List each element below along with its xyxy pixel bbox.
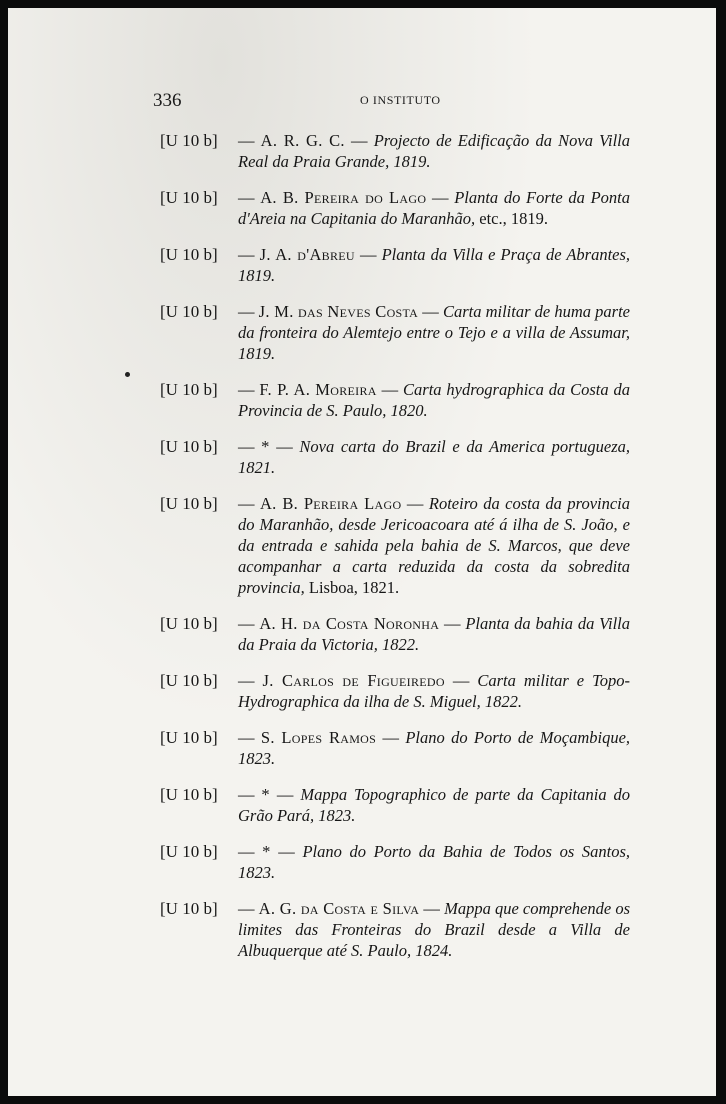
catalog-entry: [U 10 b] — F. P. A. Moreira — Carta hydrographica da Costa da Provincia de S. Paulo, 1820.	[160, 380, 631, 420]
entry-reference: [U 10 b]	[160, 899, 218, 918]
entry-reference: [U 10 b]	[160, 671, 218, 690]
entry-reference: [U 10 b]	[160, 785, 218, 804]
entry-reference: [U 10 b]	[160, 437, 218, 456]
margin-dot	[125, 372, 130, 377]
entry-author: A. H. da Costa Noronha	[259, 614, 440, 633]
catalog-entry: [U 10 b] — A. G. da Costa e Silva — Mappa que comprehende os limites das Fronteiras do Brazil desde a Villa de Albuquerque até S. Paulo, 1824.	[160, 899, 631, 960]
entry-title: Plano do Porto da Bahia de Todos os Santos, 1823.	[238, 842, 631, 882]
entry-author: *	[261, 785, 270, 804]
entry-title: Planta da Villa e Praça de Abrantes, 1819.	[238, 245, 631, 285]
entry-author: *	[261, 437, 270, 456]
entry-reference: [U 10 b]	[160, 245, 218, 264]
catalog-entries	[160, 130, 630, 976]
catalog-entry: [U 10 b] — * — Mappa Topographico de parte da Capitania do Grão Pará, 1823.	[160, 785, 630, 825]
catalog-entry: [U 10 b] — A. H. da Costa Noronha — Planta da bahia da Villa da Praia da Victoria, 1822.	[160, 614, 630, 654]
catalog-entry: [U 10 b] — A. R. G. C. — Projecto de Edificação da Nova Villa Real da Praia Grande, 1819.	[160, 131, 630, 171]
entry-reference: [U 10 b]	[160, 131, 218, 150]
entry-title: Mappa que comprehende os limites das Fronteiras do Brazil desde a Villa de Albuquerque até S. Paulo, 1824.	[238, 899, 631, 960]
entry-title: Nova carta do Brazil e da America portugueza, 1821.	[238, 437, 631, 477]
entry-reference: [U 10 b]	[160, 728, 218, 747]
entry-author: S. Lopes Ramos	[260, 728, 377, 747]
entry-author: A. G. da Costa e Silva	[258, 899, 420, 918]
page-header	[153, 90, 603, 112]
catalog-entry: [U 10 b] — A. B. Pereira Lago — Roteiro da costa da provincia do Maranhão, desde Jericoacoara até á ilha de S. João, e da entrada e sahida pela bahia de S. Marcos, que deve acompanhar a carta reduzida da costa da sobredita provincia, Lisboa, 1821.	[160, 494, 631, 597]
entry-author: A. B. Pereira do Lago	[260, 188, 427, 207]
entry-extra: etc., 1819.	[479, 209, 548, 228]
entry-title: Roteiro da costa da provincia do Maranhão, desde Jericoacoara até á ilha de S. João, e da entrada e sahida pela bahia de S. Marcos, que deve acompanhar a carta reduzida da costa da sobredita provincia,	[238, 494, 631, 597]
entry-title: Planta da bahia da Villa da Praia da Victoria, 1822.	[238, 614, 630, 654]
entry-author: J. Carlos de Figueiredo	[262, 671, 445, 690]
entry-title: Carta hydrographica da Costa da Provincia de S. Paulo, 1820.	[238, 380, 631, 420]
entry-author: F. P. A. Moreira	[259, 380, 377, 399]
catalog-entry: [U 10 b] — * — Plano do Porto da Bahia de Todos os Santos, 1823.	[160, 842, 631, 882]
catalog-entry: [U 10 b] — J. M. das Neves Costa — Carta militar de huma parte da fronteira do Alemtejo entre o Tejo e a villa de Assumar, 1819.	[160, 302, 630, 363]
entry-reference: [U 10 b]	[160, 302, 218, 321]
entry-title: Projecto de Edificação da Nova Villa Real da Praia Grande, 1819.	[238, 131, 630, 171]
entry-extra: Lisboa, 1821.	[308, 578, 400, 597]
entry-title: Carta militar de huma parte da fronteira do Alemtejo entre o Tejo e a villa de Assumar, 1819.	[238, 302, 630, 363]
entry-title: Carta militar e Topo-Hydrographica da ilha de S. Miguel, 1822.	[238, 671, 631, 711]
catalog-entry: [U 10 b] — J. A. d'Abreu — Planta da Villa e Praça de Abrantes, 1819.	[160, 245, 631, 285]
entry-title: Mappa Topographico de parte da Capitania do Grão Pará, 1823.	[238, 785, 630, 825]
book-page	[8, 8, 716, 1096]
entry-title: Plano do Porto de Moçambique, 1823.	[238, 728, 631, 768]
catalog-entry: [U 10 b] — J. Carlos de Figueiredo — Carta militar e Topo-Hydrographica da ilha de S. Miguel, 1822.	[160, 671, 631, 711]
catalog-entry: [U 10 b] — S. Lopes Ramos — Plano do Porto de Moçambique, 1823.	[160, 728, 631, 768]
catalog-entry: [U 10 b] — * — Nova carta do Brazil e da America portugueza, 1821.	[160, 437, 631, 477]
catalog-entry: [U 10 b] — A. B. Pereira do Lago — Planta do Forte da Ponta d'Areia na Capitania do Maranhão, etc., 1819.	[160, 188, 630, 228]
entry-reference: [U 10 b]	[160, 494, 218, 513]
entry-author: A. R. G. C.	[260, 131, 345, 150]
entry-reference: [U 10 b]	[160, 380, 218, 399]
entry-author: A. B. Pereira Lago	[259, 494, 402, 513]
page-number: 336	[153, 90, 182, 111]
entry-reference: [U 10 b]	[160, 614, 218, 633]
running-title: O INSTITUTO	[360, 93, 441, 107]
entry-author: *	[262, 842, 271, 861]
entry-title: Planta do Forte da Ponta d'Areia na Capitania do Maranhão,	[238, 188, 630, 228]
entry-author: J. A. d'Abreu	[259, 245, 355, 264]
entry-author: J. M. das Neves Costa	[258, 302, 419, 321]
entry-reference: [U 10 b]	[160, 188, 218, 207]
entry-reference: [U 10 b]	[160, 842, 218, 861]
